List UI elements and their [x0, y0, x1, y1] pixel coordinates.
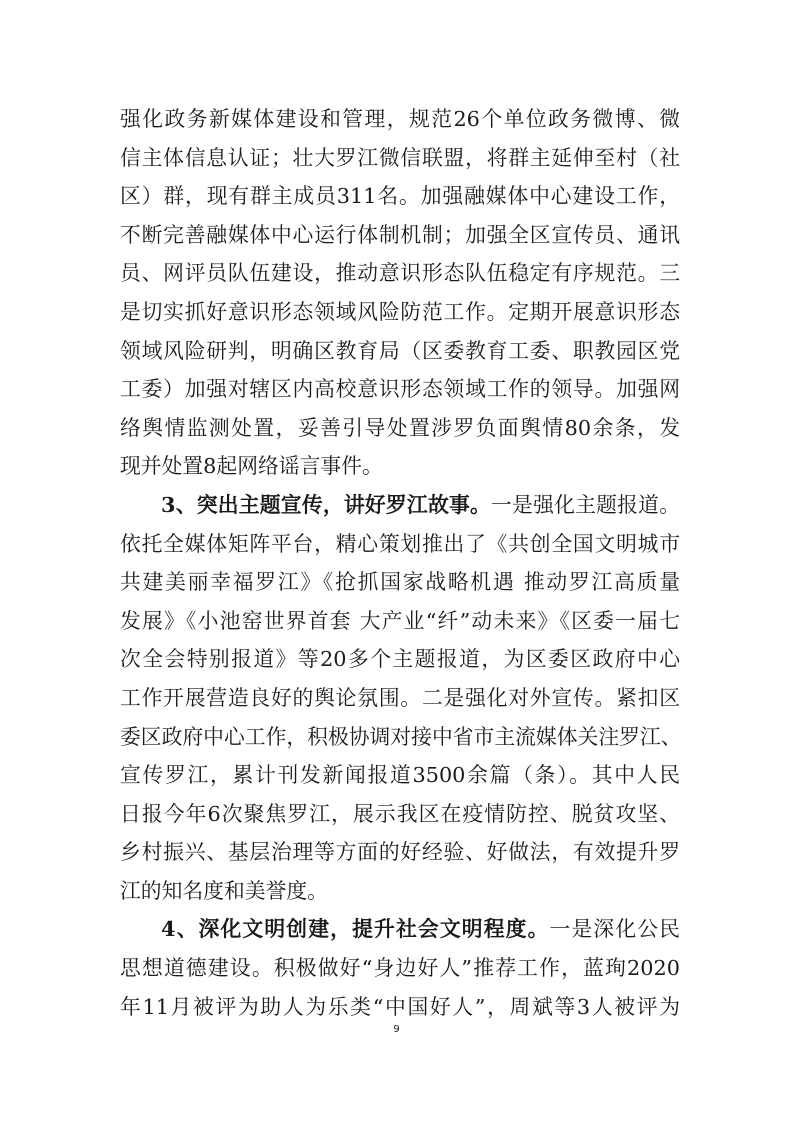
text-line: 宣传罗江，累计刊发新闻报道3500余篇（条）。其中人民: [120, 763, 680, 788]
text-line: 发展》《小池窑世界首套 大产业“纤”动未来》《区委一届七: [120, 608, 680, 633]
section-heading-4: 4、深化文明创建，提升社会文明程度。: [161, 916, 550, 942]
text-line: 络舆情监测处置，妥善引导处置涉罗负面舆情80余条，发: [120, 415, 680, 440]
text-line: 是切实抓好意识形态领域风险防范工作。定期开展意识形态: [120, 299, 680, 324]
text-line: 强化政务新媒体建设和管理，规范26个单位政务微博、微: [120, 107, 680, 131]
section-first-line: [120, 486, 680, 525]
text-line: 次全会特别报道》等20多个主题报道，为区委区政府中心: [120, 647, 680, 672]
text-line: 思想道德建设。积极做好“身边好人”推荐工作，蓝珣2020: [120, 956, 680, 981]
text-line: 年11月被评为助人为乐类“中国好人”，周斌等3人被评为: [120, 994, 680, 1019]
text-line: 乡村振兴、基层治理等方面的好经验、好做法，有效提升罗: [120, 840, 680, 865]
body-text: [120, 100, 680, 1026]
text-line: 现并处置8起网络谣言事件。: [120, 454, 383, 479]
section-heading-3: 3、突出主题宣传，讲好罗江故事。: [161, 491, 492, 517]
text-line: 共建美丽幸福罗江》《抢抓国家战略机遇 推动罗江高质量: [120, 570, 680, 595]
text-line: 工作开展营造良好的舆论氛围。二是强化对外宣传。紧扣区: [120, 685, 680, 710]
text-line: 区）群，现有群主成员311名。加强融媒体中心建设工作，: [120, 184, 680, 209]
text-line: 江的知名度和美誉度。: [120, 878, 328, 903]
section-lead-text: 一是深化公民: [549, 917, 680, 942]
text-line: 信主体信息认证；壮大罗江微信联盟，将群主延伸至村（社: [120, 145, 680, 170]
section-lead-text: 一是强化主题报道。: [491, 492, 680, 517]
section-first-line: [120, 910, 680, 949]
text-line: 不断完善融媒体中心运行体制机制；加强全区宣传员、通讯: [120, 222, 680, 247]
text-line: 领域风险研判，明确区教育局（区委教育工委、职教园区党: [120, 338, 680, 363]
text-line: 工委）加强对辖区内高校意识形态领域工作的领导。加强网: [120, 377, 680, 402]
text-line: 日报今年6次聚焦罗江，展示我区在疫情防控、脱贫攻坚、: [120, 801, 680, 826]
text-line: 委区政府中心工作，积极协调对接中省市主流媒体关注罗江、: [120, 724, 682, 749]
page-number: 9: [393, 1024, 400, 1035]
text-line: 员、网评员队伍建设，推动意识形态队伍稳定有序规范。三: [120, 261, 680, 286]
text-line: 依托全媒体矩阵平台，精心策划推出了《共创全国文明城市: [120, 531, 680, 556]
